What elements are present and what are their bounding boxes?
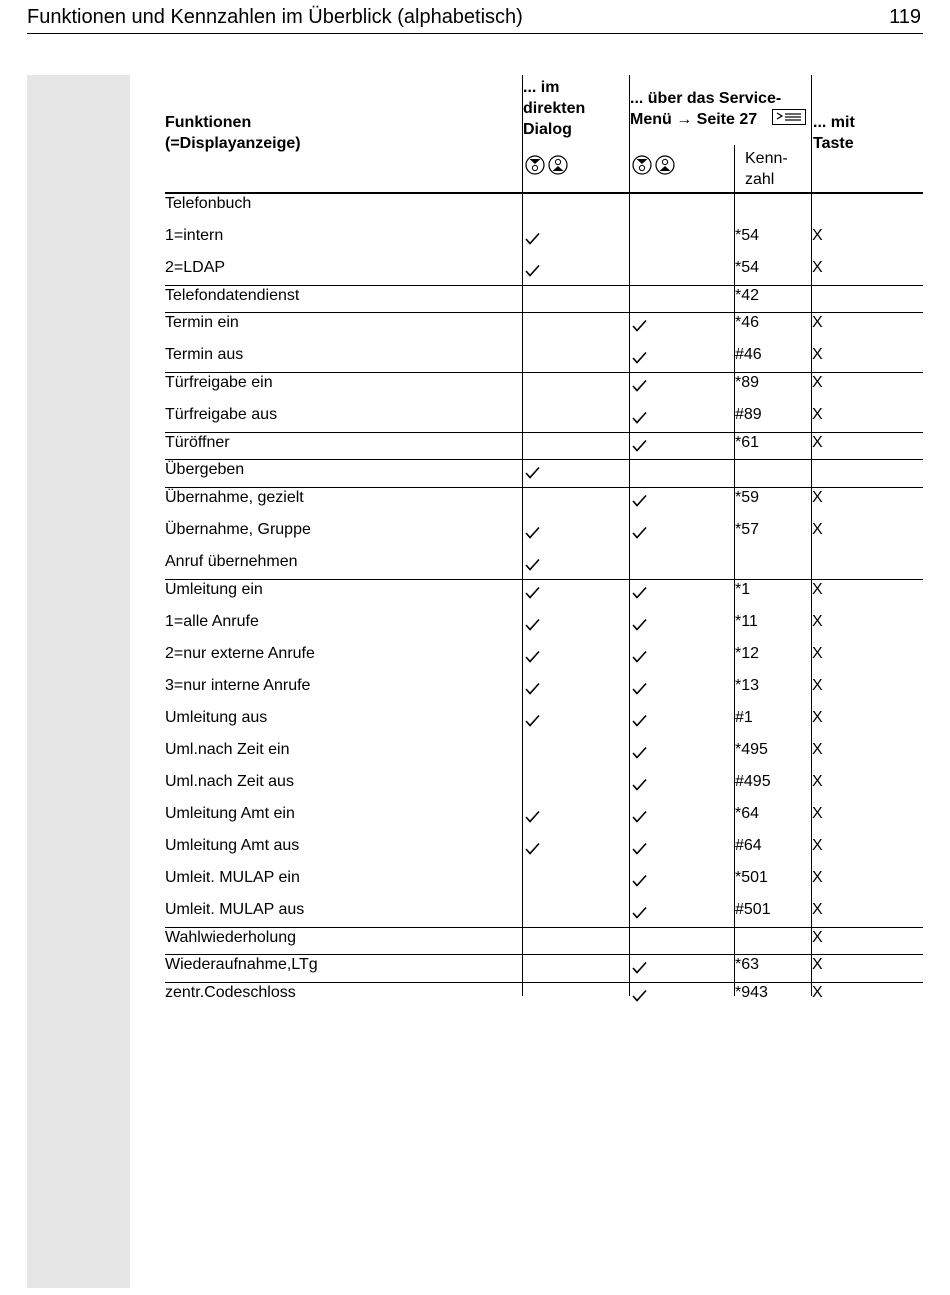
code-number: #501 [735,901,771,918]
service-menu-icons [632,155,675,175]
code-number: #89 [735,406,762,423]
check-icon [525,810,540,823]
function-name: Wahlwiederholung [165,929,297,946]
code-number: *46 [735,314,760,331]
header-with-key: ... mit Taste [813,114,855,152]
navigator-up-icon [548,155,568,175]
check-icon [632,650,647,663]
direct-dialog-cell [525,708,545,727]
function-name: Uml.nach Zeit aus [165,773,294,790]
service-menu-cell [632,520,652,539]
table-row [165,345,923,372]
direct-dialog-cell [525,552,545,571]
code-number: #495 [735,773,771,790]
key-mark: X [812,984,823,1001]
code-number: *57 [735,521,760,538]
key-mark: X [812,929,823,946]
function-name: 2=nur externe Anrufe [165,645,315,662]
check-icon [632,682,647,695]
check-icon [632,586,647,599]
direct-dialog-cell [525,612,545,631]
code-number: *13 [735,677,760,694]
function-name: Türfreigabe aus [165,406,278,423]
function-name: Umleit. MULAP ein [165,869,300,886]
code-number: *943 [735,984,768,1001]
direct-dialog-icons [525,155,568,175]
function-name: Telefonbuch [165,195,252,212]
header-code: Kenn- zahl [745,150,788,188]
service-menu-cell [632,612,652,631]
code-number: *54 [735,227,760,244]
check-icon [632,961,647,974]
code-number: *495 [735,741,768,758]
direct-dialog-cell [525,804,545,823]
table-row [165,579,923,612]
function-name: Umleitung aus [165,709,268,726]
direct-dialog-cell [525,520,545,539]
service-menu-cell [632,983,652,1002]
check-icon [525,526,540,539]
check-icon [525,558,540,571]
header-service-menu: ... über das Service- Menü → Seite 27 [630,90,782,128]
key-mark: X [812,869,823,886]
direct-dialog-cell [525,836,545,855]
table-row [165,982,923,1009]
table-row [165,804,923,836]
table-row [165,900,923,927]
check-icon [632,526,647,539]
table-header [165,75,923,193]
menu-key-icon [772,109,806,125]
code-number: #1 [735,709,753,726]
code-number: #64 [735,837,762,854]
key-mark: X [812,805,823,822]
function-name: Umleitung Amt ein [165,805,295,822]
check-icon [632,411,647,424]
code-number: *54 [735,259,760,276]
check-icon [632,842,647,855]
direct-dialog-cell [525,258,545,277]
code-number: *59 [735,489,760,506]
service-menu-cell [632,580,652,599]
code-number: *61 [735,434,760,451]
table-row [165,954,923,982]
table-row [165,405,923,432]
service-menu-cell [632,313,652,332]
table-row [165,487,923,520]
key-mark: X [812,489,823,506]
table-row [165,644,923,676]
check-icon [525,586,540,599]
direct-dialog-cell [525,676,545,695]
table-row [165,868,923,900]
service-menu-cell [632,405,652,424]
key-mark: X [812,901,823,918]
code-number: *89 [735,374,760,391]
function-name: Wiederaufnahme,LTg [165,956,318,973]
check-icon [632,618,647,631]
code-number: *12 [735,645,760,662]
code-number: #46 [735,346,762,363]
function-name: Telefondatendienst [165,287,300,304]
key-mark: X [812,521,823,538]
table-row [165,285,923,312]
service-menu-cell [632,676,652,695]
function-name: 1=intern [165,227,224,244]
check-icon [632,494,647,507]
key-mark: X [812,346,823,363]
key-mark: X [812,645,823,662]
margin-bar [27,75,130,1288]
function-name: zentr.Codeschloss [165,984,296,1001]
navigator-up-icon [655,155,675,175]
table-row [165,740,923,772]
function-name: Anruf übernehmen [165,553,298,570]
key-mark: X [812,374,823,391]
service-menu-cell [632,804,652,823]
header-rule [27,33,923,34]
table-row [165,432,923,459]
function-name: Uml.nach Zeit ein [165,741,290,758]
service-menu-cell [632,708,652,727]
table-row [165,612,923,644]
check-icon [525,682,540,695]
function-name: Übernahme, Gruppe [165,521,311,538]
function-name: Übernahme, gezielt [165,489,304,506]
key-mark: X [812,773,823,790]
service-menu-cell [632,345,652,364]
table-row [165,194,923,226]
function-name: Termin ein [165,314,239,331]
check-icon [632,351,647,364]
service-menu-cell [632,644,652,663]
table-body [165,194,923,1009]
code-number: *11 [735,613,758,630]
function-name: 2=LDAP [165,259,226,276]
table-row [165,312,923,345]
service-menu-cell [632,488,652,507]
key-mark: X [812,613,823,630]
table-row [165,676,923,708]
check-icon [525,650,540,663]
service-menu-cell [632,836,652,855]
check-icon [632,746,647,759]
table-row [165,520,923,552]
service-menu-cell [632,740,652,759]
check-icon [525,232,540,245]
function-name: Übergeben [165,461,245,478]
check-icon [525,618,540,631]
table-row [165,226,923,258]
header-functions: Funktionen (=Displayanzeige) [165,114,301,152]
check-icon [525,466,540,479]
table-row [165,836,923,868]
check-icon [632,439,647,452]
key-mark: X [812,406,823,423]
navigator-down-icon [525,155,545,175]
table-row [165,459,923,487]
key-mark: X [812,581,823,598]
direct-dialog-cell [525,644,545,663]
function-name: 3=nur interne Anrufe [165,677,311,694]
function-name: Türfreigabe ein [165,374,273,391]
key-mark: X [812,677,823,694]
code-number: *501 [735,869,768,886]
check-icon [525,264,540,277]
key-mark: X [812,741,823,758]
check-icon [632,810,647,823]
service-menu-cell [632,900,652,919]
table-row [165,708,923,740]
check-icon [632,874,647,887]
key-mark: X [812,709,823,726]
table-row [165,772,923,804]
key-mark: X [812,837,823,854]
header-direct-dialog: ... im direkten Dialog [523,79,586,138]
check-icon [632,714,647,727]
check-icon [525,842,540,855]
page-header-title: Funktionen und Kennzahlen im Überblick (alphabetisch) [27,6,523,28]
navigator-down-icon [632,155,652,175]
service-menu-cell [632,868,652,887]
code-number: *63 [735,956,760,973]
check-icon [632,906,647,919]
key-mark: X [812,227,823,244]
check-icon [632,379,647,392]
function-name: Umleitung Amt aus [165,837,300,854]
function-name: Umleitung ein [165,581,263,598]
table-row [165,258,923,285]
key-mark: X [812,259,823,276]
page-number: 119 [889,6,921,28]
direct-dialog-cell [525,460,545,479]
service-menu-cell [632,772,652,791]
direct-dialog-cell [525,226,545,245]
service-menu-cell [632,433,652,452]
key-mark: X [812,434,823,451]
service-menu-cell [632,955,652,974]
table-row [165,372,923,405]
check-icon [525,714,540,727]
check-icon [632,778,647,791]
function-name: Umleit. MULAP aus [165,901,305,918]
code-number: *42 [735,287,760,304]
table-row [165,552,923,579]
key-mark: X [812,314,823,331]
direct-dialog-cell [525,580,545,599]
check-icon [632,989,647,1002]
key-mark: X [812,956,823,973]
code-number: *1 [735,581,751,598]
check-icon [632,319,647,332]
code-number: *64 [735,805,760,822]
service-menu-cell [632,373,652,392]
table-row [165,927,923,954]
function-name: 1=alle Anrufe [165,613,259,630]
function-name: Türöffner [165,434,230,451]
function-name: Termin aus [165,346,244,363]
